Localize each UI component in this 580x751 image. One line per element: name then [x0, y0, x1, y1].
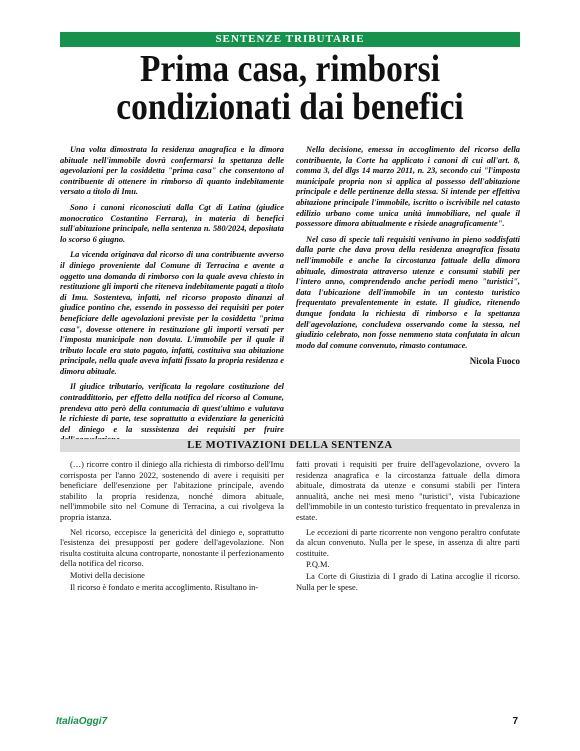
page-number: 7 [512, 716, 518, 727]
section-label: SENTENZE TRIBUTARIE [60, 32, 520, 47]
headline-line-1: Prima casa, rimborsi [140, 48, 440, 90]
motivazioni-pqm: P.Q.M. [306, 560, 330, 570]
article-paragraph: Nel caso di specie tali requisiti venivano in pieno soddisfatti dalla parte che dava prova della residenza anagrafica fissata nell'immobile e anche la circostanza fattuale della dimora abituale, dimostrata attraverso utenze e consumi stabili per l'intero anno, comprendendo anche periodi meno "turistici", data l'ubicazione dell'immobile in un contesto turistico frequentato prevalentemente in estate. Il giudice, ritenendo dunque fondata la richiesta di rimborso e la spettanza dell'agevolazione, concludeva osservando come la stessa, nel giudizio celebrato, non fosse nemmeno stata confutata in alcun modo dal comune convenuto, rimasto contumace. [296, 234, 520, 350]
headline [88, 50, 493, 126]
motivazioni-paragraph: (…) ricorre contro il diniego alla richiesta di rimborso dell'Imu corrisposta per l'anno 2022, sostenendo di avere i requisiti per beneficiare dell'esenzione per l'abitazione principale, avendo stabilito la propria residenza, nonché dimora abituale, nell'immobile sito nel Comune di Terracina, a cui rivolgeva la propria istanza. [60, 460, 284, 522]
article-author: Nicola Fuoco [469, 356, 520, 367]
motivazioni-paragraph: fatti provati i requisiti per fruire dell'agevolazione, ovvero la residenza anagrafica e la circostanza fattuale della dimora abituale, dimostrata da utenze e consumi stabili per l'intera annualità, anche nei mesi meno "turistici", vista l'ubicazione dell'immobile in un contesto turistico frequentato in prevalenza in estate. [296, 460, 520, 522]
logo-part-2: Oggi7 [78, 716, 108, 727]
article-column-2 [296, 145, 520, 435]
italiaoggi-logo [56, 716, 107, 727]
article-body [60, 145, 520, 435]
motivazioni-column-2 [296, 460, 520, 660]
motivazioni-paragraph: Il ricorso è fondato e merita accoglimento. Risultano in- [70, 582, 259, 592]
logo-part-1: Italia [56, 716, 79, 727]
motivazioni-paragraph: Nel ricorso, eccepisce la genericità del diniego e, soprattutto l'esistenza dei presupposti per godere dell'agevolazione. Non risulta costituita alcuna controparte, nonostante il perfezionamento della notifica del ricorso. [60, 527, 284, 569]
article-paragraph: Una volta dimostrata la residenza anagrafica e la dimora abituale nell'immobile dovrà confermarsi la spettanza delle agevolazioni per la cosiddetta "prima casa" che consentono al contribuente di ottenere in rimborso di quanto indebitamente versato a titolo di Imu. [60, 145, 284, 197]
headline-line-2: condizionati dai benefici [116, 86, 464, 128]
motivazioni-paragraph: La Corte di Giustizia di I grado di Latina accoglie il ricorso. Nulla per le spese. [296, 571, 520, 592]
motivazioni-title: LE MOTIVAZIONI DELLA SENTENZA [60, 439, 520, 452]
article-paragraph: Nella decisione, emessa in accoglimento del ricorso della contribuente, la Corte ha applicato i canoni di cui all'art. 8, comma 3, del dlgs 14 marzo 2011, n. 23, secondo cui "l'imposta municipale propria non si applica al possesso dell'abitazione principale e delle pertinenze della stessa. Si intende per effettiva abitazione principale l'immobile, iscritto o iscrivibile nel catasto edilizio urbano come unica unità immobiliare, nel quale il possessore dimora abitualmente e risiede anagraficamente". [296, 145, 520, 229]
motivazioni-heading: Motivi della decisione [70, 570, 145, 580]
article-paragraph: Il giudice tributario, verificata la regolare costituzione del contraddittorio, per effetto della notifica del ricorso al Comune, prendeva atto però della contumacia di quest'ultimo e valutava le richieste di parte, tese soprattutto a evidenziare la genericità del diniego e la sussistenza dei requisiti per fruire [60, 382, 284, 434]
motivazioni-paragraph: Le eccezioni di parte ricorrente non vengono peraltro confutate da alcun convenuto. Nulla per le spese, in assenza di altre parti costituite. [296, 527, 520, 558]
motivazioni-column-1 [60, 460, 284, 660]
article-paragraph: Sono i canoni riconosciuti dalla Cgt di Latina (giudice monocratico Costantino Ferrara), in materia di benefici sull'abitazione principale, nella sentenza n. 580/2024, depositata lo scorso 6 giugno. [60, 202, 284, 244]
motivazioni-body [60, 460, 520, 660]
article-paragraph: La vicenda originava dal ricorso di una contribuente avverso il diniego proveniente dal Comune di Terracina e avente a oggetto una domanda di rimborso con la quale aveva chiesto in restituzione gli importi che riteneva indebitamente pagati a titolo di Imu. Sostenteva, infatti, nel ricorso proposto dinanzi al giudice pontino che, essendo in possesso dei requisiti per poter beneficiare delle agevolazioni previste per la cosiddetta "prima casa", dovesse ottenere in restituzione gli importi versati per l'imposta municipale non dovuta. L'immobile per il quale il tributo locale era stato pagato, infatti, costituiva sua abitazione principale, nella quale aveva infatti fissato la propria residenza e dimora abituale. [60, 250, 284, 376]
article-column-1 [60, 145, 284, 435]
